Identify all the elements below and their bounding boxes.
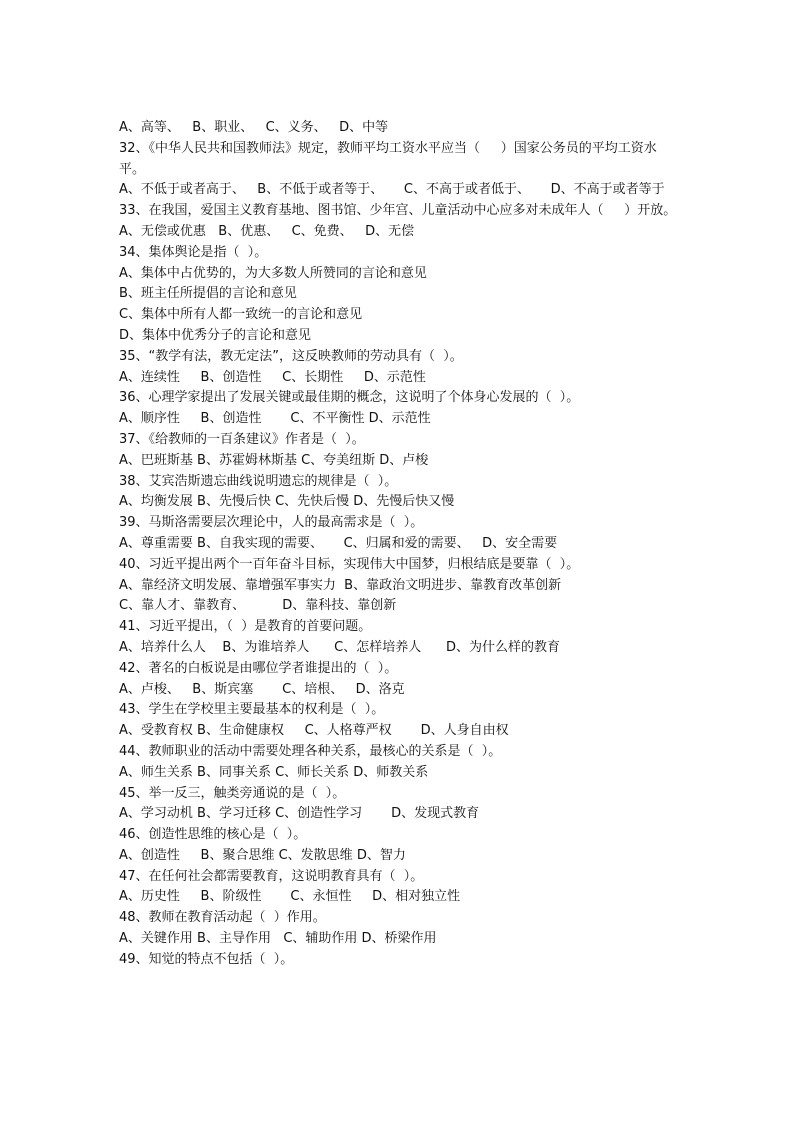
text-line: A、卢梭、 B、斯宾塞 C、培根、 D、洛克 <box>119 681 405 697</box>
text-line: C、靠人才、靠教育、 D、靠科技、靠创新 <box>119 598 397 614</box>
text-line: A、师生关系 B、同事关系 C、师长关系 D、师教关系 <box>119 764 429 780</box>
document-page <box>119 118 679 971</box>
text-line: 32、《中华人民共和国教师法》规定，教师平均工资水平应当（ ）国家公务员的平均工资水平。 <box>119 140 657 177</box>
text-line: A、尊重需要 B、自我实现的需要、 C、归属和爱的需要、 D、安全需要 <box>119 535 558 551</box>
text-line: 33、在我国，爱国主义教育基地、图书馆、少年宫、儿童活动中心应多对未成年人（ ）开放。 <box>119 203 677 219</box>
text-line: 44、教师职业的活动中需要处理各种关系，最核心的关系是（ ）。 <box>119 743 502 759</box>
text-line: C、集体中所有人都一致统一的言论和意见 <box>119 307 363 323</box>
text-line: A、均衡发展 B、先慢后快 C、先快后慢 D、先慢后快又慢 <box>119 494 455 510</box>
text-line: D、集体中优秀分子的言论和意见 <box>119 327 312 343</box>
text-line: 34、集体舆论是指（ ）。 <box>119 244 268 260</box>
text-line: A、顺序性 B、创造性 C、不平衡性 D、示范性 <box>119 411 431 427</box>
text-line: 46、创造性思维的核心是（ ）。 <box>119 827 307 843</box>
text-line: 40、习近平提出两个一百年奋斗目标，实现伟大中国梦，归根结底是要靠（ ）。 <box>119 556 580 572</box>
text-line: 45、举一反三，触类旁通说的是（ ）。 <box>119 785 346 801</box>
text-line: A、创造性 B、聚合思维 C、发散思维 D、智力 <box>119 847 406 863</box>
text-line: A、无偿或优惠 B、优惠、 C、免费、 D、无偿 <box>119 223 415 239</box>
text-line: B、班主任所提倡的言论和意见 <box>119 286 297 302</box>
text-line: A、关键作用 B、主导作用 C、辅助作用 D、桥梁作用 <box>119 931 437 947</box>
text-line: 37、《给教师的一百条建议》作者是（ ）。 <box>119 431 365 447</box>
text-line: 38、艾宾浩斯遗忘曲线说明遗忘的规律是（ ）。 <box>119 473 398 489</box>
text-line: A、巴班斯基 B、苏霍姆林斯基 C、夸美纽斯 D、卢梭 <box>119 452 429 468</box>
text-line: A、不低于或者高于、 B、不低于或者等于、 C、不高于或者低于、 D、不高于或者等于 <box>119 182 665 198</box>
text-line: 39、马斯洛需要层次理论中，人的最高需求是（ ）。 <box>119 515 424 531</box>
text-line: 42、著名的白板说是由哪位学者谁提出的（ ）。 <box>119 660 398 676</box>
text-line: A、连续性 B、创造性 C、长期性 D、示范性 <box>119 369 426 385</box>
text-line: 35、“教学有法，教无定法”，这反映教师的劳动具有（ ）。 <box>119 348 463 364</box>
text-line: 41、习近平提出，（ ）是教育的首要问题。 <box>119 619 372 635</box>
text-line: 47、在任何社会都需要教育，这说明教育具有（ ）。 <box>119 868 424 884</box>
text-line: A、培养什么人 B、为谁培养人 C、怎样培养人 D、为什么样的教育 <box>119 639 561 655</box>
text-line: A、历史性 B、阶级性 C、永恒性 D、相对独立性 <box>119 889 461 905</box>
text-line: A、高等、 B、职业、 C、义务、 D、中等 <box>119 120 389 135</box>
text-line: A、受教育权 B、生命健康权 C、人格尊严权 D、人身自由权 <box>119 723 509 739</box>
text-line: 36、心理学家提出了发展关键或最佳期的概念，这说明了个体身心发展的（ ）。 <box>119 390 580 406</box>
text-line: 49、知觉的特点不包括（ ）。 <box>119 951 294 967</box>
text-line: A、集体中占优势的，为大多数人所赞同的言论和意见 <box>119 265 427 281</box>
text-line: A、靠经济文明发展、靠增强军事实力 B、靠政治文明进步、靠教育改革创新 <box>119 577 562 593</box>
text-line: 48、教师在教育活动起（ ）作用。 <box>119 910 326 926</box>
text-line: 43、学生在学校里主要最基本的权利是（ ）。 <box>119 702 385 718</box>
text-line: A、学习动机 B、学习迁移 C、创造性学习 D、发现式教育 <box>119 806 480 822</box>
